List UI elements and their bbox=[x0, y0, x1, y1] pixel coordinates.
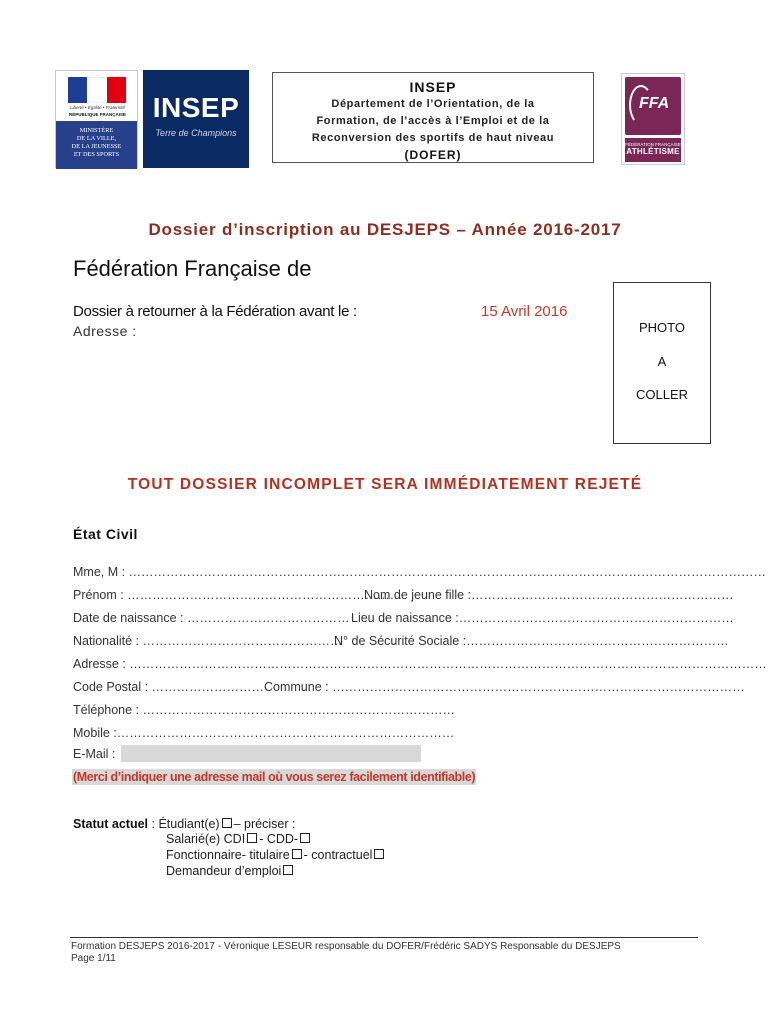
statut-label: Statut actuel bbox=[73, 817, 149, 831]
statut-line-2: Salarié(e) CDI - CDD- bbox=[166, 832, 312, 846]
footer-divider bbox=[70, 937, 698, 938]
field-mobile[interactable]: Mobile :……………………………………………………………………… bbox=[73, 726, 455, 740]
ffa-logo-mark: FFA bbox=[639, 95, 670, 112]
checkbox-cdi[interactable] bbox=[247, 833, 257, 843]
field-email-label: E-Mail : bbox=[73, 747, 116, 761]
email-note: (Merci d’indiquer une adresse mail où vous serez facilement identifiable) bbox=[73, 770, 476, 784]
checkbox-etudiant[interactable] bbox=[222, 818, 232, 828]
insep-department-box bbox=[272, 72, 594, 163]
footer-credits: Formation DESJEPS 2016-2017 - Véronique LESEUR responsable du DOFER/Frédéric SADYS Responsable du DESJEPS bbox=[71, 941, 621, 952]
federation-title: Fédération Française de bbox=[73, 256, 312, 281]
insep-box-line-3: Reconversion des sportifs de haut niveau bbox=[311, 132, 555, 144]
checkbox-contractuel[interactable] bbox=[374, 849, 384, 859]
french-flag-icon bbox=[68, 77, 126, 103]
ministry-name: MINISTÈRE DE LA VILLE, DE LA JEUNESSE ET DES SPORTS bbox=[56, 121, 137, 169]
field-mme-m[interactable]: Mme, M : ……………………………………………………………………………………………………………………………………… bbox=[73, 565, 767, 579]
insep-logo-tagline: Terre de Champions bbox=[155, 128, 237, 138]
email-input[interactable] bbox=[121, 745, 421, 762]
checkbox-cdd[interactable] bbox=[300, 833, 310, 843]
rejection-notice: TOUT DOSSIER INCOMPLET SERA IMMÉDIATEMENT REJETÉ bbox=[127, 476, 643, 493]
page-number: Page 1/11 bbox=[71, 953, 116, 964]
field-code-postal[interactable]: Code Postal : ……………………… bbox=[73, 680, 265, 694]
field-prenom[interactable]: Prénom : ………………………………………………………… bbox=[73, 588, 403, 602]
insep-box-line-2: Formation, de l’accès à l’Emploi et de la bbox=[316, 115, 550, 127]
checkbox-titulaire[interactable] bbox=[292, 849, 302, 859]
etat-civil-heading: État Civil bbox=[73, 526, 138, 542]
ministry-logo bbox=[55, 70, 138, 168]
ffa-logo-line1: FÉDÉRATION FRANÇAISE bbox=[625, 142, 681, 147]
field-adresse[interactable]: Adresse : ……………………………………………………………………………………………………………………………………… bbox=[73, 657, 767, 671]
field-telephone[interactable]: Téléphone : ………………………………………………………………… bbox=[73, 703, 455, 717]
insep-box-line-1: Département de l’Orientation, de la bbox=[331, 98, 535, 110]
ffa-logo-line2: ATHLÉTISME bbox=[626, 147, 680, 156]
statut-line-1: Statut actuel : Étudiant(e) – préciser : bbox=[73, 817, 296, 831]
field-lieu-naissance[interactable]: Lieu de naissance :………………………………………………………… bbox=[351, 611, 734, 625]
field-commune[interactable]: Commune : ……………………………………………………………………………………… bbox=[264, 680, 745, 694]
photo-placeholder: PHOTO A COLLER bbox=[613, 282, 711, 444]
insep-logo bbox=[143, 70, 249, 168]
field-nationalite[interactable]: Nationalité : ………………………………………… bbox=[73, 634, 343, 648]
dossier-title: Dossier d’inscription au DESJEPS – Année 2016-2017 bbox=[148, 220, 622, 239]
field-securite-sociale[interactable]: N° de Sécurité Sociale :……………………………………………………… bbox=[334, 634, 729, 648]
federation-address-label: Adresse : bbox=[73, 323, 137, 339]
checkbox-demandeur-emploi[interactable] bbox=[283, 865, 293, 875]
footer bbox=[71, 941, 621, 965]
return-label: Dossier à retourner à la Fédération avant le : bbox=[73, 303, 357, 320]
insep-logo-name: INSEP bbox=[152, 92, 240, 123]
field-nom-jeune-fille[interactable]: Nom de jeune fille :……………………………………………………… bbox=[364, 588, 734, 602]
republic-name: RÉPUBLIQUE FRANÇAISE bbox=[68, 112, 126, 117]
statut-line-4: Demandeur d’emploi bbox=[166, 864, 295, 878]
ffa-logo bbox=[621, 73, 685, 165]
field-date-naissance[interactable]: Date de naissance : ………………………………… bbox=[73, 611, 350, 625]
insep-box-title: INSEP bbox=[409, 79, 457, 95]
statut-line-3: Fonctionnaire- titulaire - contractuel bbox=[166, 848, 386, 862]
republic-motto: Liberté • Égalité • Fraternité bbox=[70, 105, 125, 110]
insep-box-acronym: (DOFER) bbox=[404, 148, 462, 162]
deadline-date: 15 Avril 2016 bbox=[481, 303, 568, 320]
